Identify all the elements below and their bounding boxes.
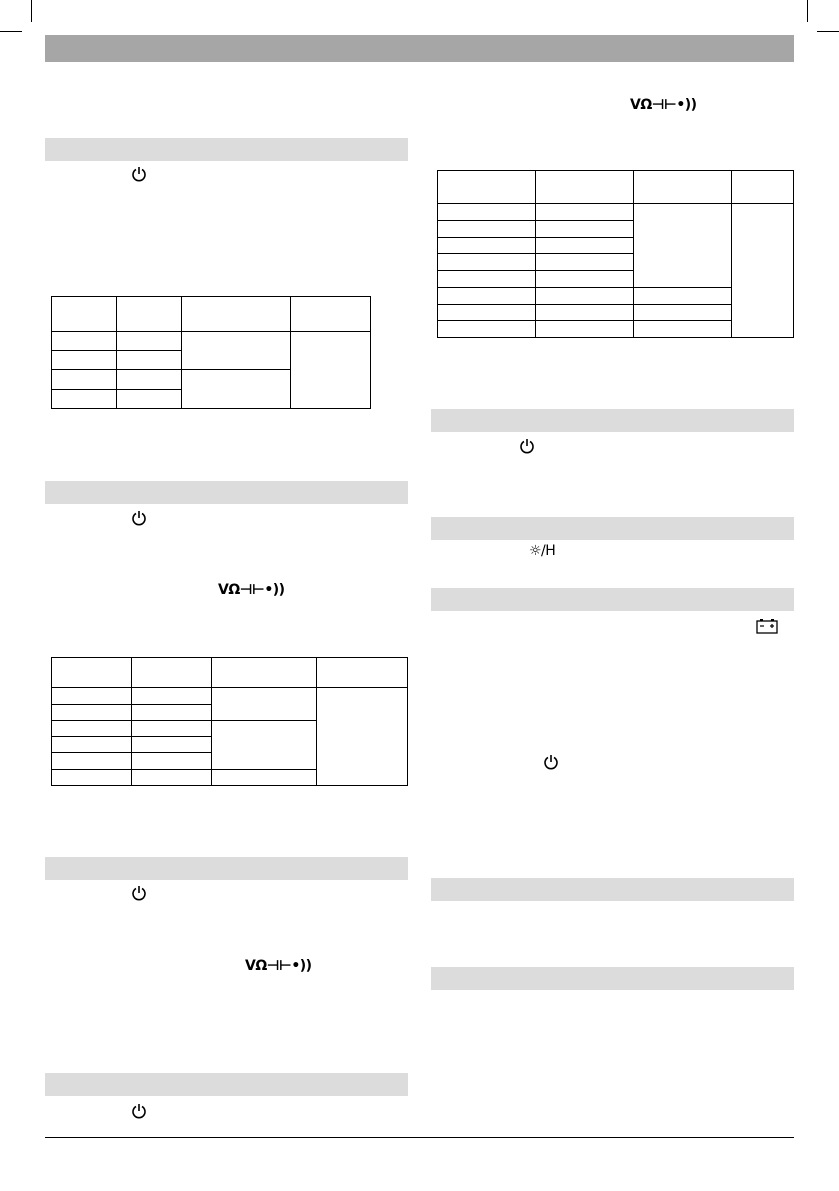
section-bar-9 (431, 967, 794, 990)
crop-mark-top-left-v (31, 0, 32, 22)
power-icon (519, 438, 535, 454)
spec-table-2 (51, 657, 408, 786)
section-bar-1 (45, 138, 408, 161)
section-bar-4 (45, 1073, 408, 1096)
power-icon (131, 510, 147, 526)
section-bar-8 (431, 878, 794, 901)
power-icon (131, 885, 147, 901)
power-icon (131, 1103, 147, 1119)
backlight-hold-icon: ☼/H (529, 543, 556, 559)
crop-mark-top-right-h (817, 31, 839, 32)
crop-mark-top-right-v (807, 0, 808, 22)
section-bar-7 (431, 588, 794, 611)
section-bar-6 (431, 517, 794, 540)
spec-table-3 (437, 170, 794, 338)
battery-icon (756, 618, 778, 634)
footer-rule (45, 1137, 794, 1138)
spec-table-1 (51, 296, 371, 409)
function-symbols-icon: VΩ⊣⊢•)) (630, 97, 697, 113)
page-header-band (45, 35, 794, 62)
power-icon (131, 166, 147, 182)
section-bar-3 (45, 857, 408, 880)
function-symbols-icon: VΩ⊣⊢•)) (218, 582, 285, 598)
section-bar-2 (45, 481, 408, 504)
crop-mark-top-left-h (0, 31, 22, 32)
power-icon (543, 754, 559, 770)
function-symbols-icon: VΩ⊣⊢•)) (245, 958, 312, 974)
section-bar-5 (431, 409, 794, 432)
